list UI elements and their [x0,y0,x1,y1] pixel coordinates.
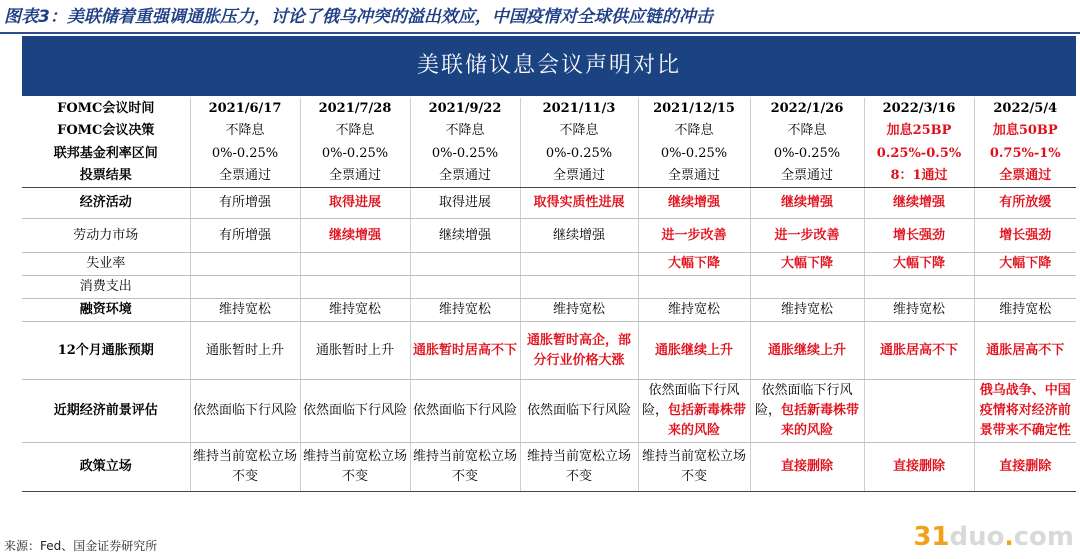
table-cell: 有所增强 [190,188,300,219]
table-cell: 维持当前宽松立场不变 [520,443,638,492]
table-cell: 通胀暂时上升 [190,322,300,380]
table-cell: 维持宽松 [864,299,974,322]
table-cell: 增长强劲 [974,219,1076,253]
table-cell [410,276,520,299]
row-label: FOMC会议时间 [22,98,190,119]
table-cell: 全票通过 [638,165,750,188]
table-cell: 全票通过 [974,165,1076,188]
table-cell: 维持当前宽松立场不变 [638,443,750,492]
table-cell: 通胀继续上升 [638,322,750,380]
table-cell: 有所增强 [190,219,300,253]
table-cell: 取得实质性进展 [520,188,638,219]
row-label: 近期经济前景评估 [22,380,190,443]
table-cell: 0.25%-0.5% [864,142,974,165]
table-row [22,253,1076,276]
table-cell: 维持当前宽松立场不变 [190,443,300,492]
table-cell: 0%-0.25% [410,142,520,165]
meeting-date-header: 2021/6/17 [190,98,300,119]
table-row [22,276,1076,299]
table-cell: 维持宽松 [300,299,410,322]
table-cell: 维持宽松 [638,299,750,322]
table-cell: 0%-0.25% [638,142,750,165]
table-cell [520,253,638,276]
table-cell: 8：1通过 [864,165,974,188]
table-cell [864,276,974,299]
watermark-logo: 31duo.com [913,522,1074,552]
table-cell: 通胀暂时高企，部分行业价格大涨 [520,322,638,380]
table-cell: 维持宽松 [750,299,864,322]
table-cell: 依然面临下行风险，包括新毒株带来的风险 [638,380,750,443]
table-cell: 0%-0.25% [750,142,864,165]
table-cell: 通胀居高不下 [974,322,1076,380]
table-cell: 继续增强 [750,188,864,219]
table-cell: 依然面临下行风险 [300,380,410,443]
row-label: 失业率 [22,253,190,276]
table-cell [864,380,974,443]
table-cell [410,253,520,276]
row-label: 劳动力市场 [22,219,190,253]
table-cell: 依然面临下行风险 [190,380,300,443]
row-label: 消费支出 [22,276,190,299]
table-cell [190,276,300,299]
table-cell: 全票通过 [750,165,864,188]
meeting-date-header: 2021/7/28 [300,98,410,119]
fomc-comparison-table [22,98,1076,492]
table-cell: 继续增强 [300,219,410,253]
table-cell [750,276,864,299]
table-cell: 不降息 [300,119,410,142]
table-cell: 0%-0.25% [300,142,410,165]
table-cell: 继续增强 [864,188,974,219]
table-cell: 直接删除 [864,443,974,492]
table-cell: 依然面临下行风险，包括新毒株带来的风险 [750,380,864,443]
table-cell: 维持宽松 [410,299,520,322]
table-cell: 进一步改善 [638,219,750,253]
table-row [22,188,1076,219]
source-note: 来源：Fed、国金证券研究所 [4,539,158,553]
meeting-date-header: 2022/3/16 [864,98,974,119]
table-cell: 加息25BP [864,119,974,142]
table-cell: 不降息 [638,119,750,142]
table-row [22,219,1076,253]
table-cell: 全票通过 [300,165,410,188]
table-cell: 不降息 [520,119,638,142]
meeting-date-header: 2021/9/22 [410,98,520,119]
table-cell [300,276,410,299]
table-cell: 不降息 [190,119,300,142]
meeting-date-header: 2022/1/26 [750,98,864,119]
table-cell: 取得进展 [300,188,410,219]
table-row [22,119,1076,142]
table-cell: 通胀暂时居高不下 [410,322,520,380]
table-cell: 0%-0.25% [520,142,638,165]
meeting-date-header: 2021/12/15 [638,98,750,119]
table-cell: 通胀继续上升 [750,322,864,380]
table-cell: 维持宽松 [974,299,1076,322]
table-cell [638,276,750,299]
table-cell: 大幅下降 [864,253,974,276]
table-cell: 全票通过 [410,165,520,188]
figure-caption: 图表3：美联储着重强调通胀压力，讨论了俄乌冲突的溢出效应，中国疫情对全球供应链的冲击 [4,7,713,27]
row-label: 投票结果 [22,165,190,188]
meeting-date-header: 2021/11/3 [520,98,638,119]
caption-divider [0,32,1080,34]
table-cell: 直接删除 [750,443,864,492]
table-cell: 通胀居高不下 [864,322,974,380]
table-cell: 通胀暂时上升 [300,322,410,380]
meeting-date-header: 2022/5/4 [993,100,1058,116]
table-cell: 继续增强 [520,219,638,253]
table-cell: 不降息 [410,119,520,142]
table-cell: 大幅下降 [974,253,1076,276]
row-label: 联邦基金利率区间 [22,142,190,165]
table-row [22,98,1076,119]
table-row [22,322,1076,380]
table-cell: 大幅下降 [750,253,864,276]
table-cell: 继续增强 [410,219,520,253]
table-cell [300,253,410,276]
table-cell: 大幅下降 [638,253,750,276]
table-row [22,380,1076,443]
table-cell: 维持宽松 [520,299,638,322]
row-label: 融资环境 [22,299,190,322]
table-cell: 加息50BP [992,122,1058,138]
table-cell: 依然面临下行风险 [410,380,520,443]
table-cell: 进一步改善 [750,219,864,253]
table-row [22,443,1076,492]
table-row [22,165,1076,188]
row-label: 经济活动 [22,188,190,219]
table-cell: 维持当前宽松立场不变 [300,443,410,492]
table-cell [520,276,638,299]
table-row [22,299,1076,322]
table-cell: 0.75%-1% [989,145,1061,161]
table-cell: 全票通过 [520,165,638,188]
table-banner-title: 美联储议息会议声明对比 [22,36,1076,96]
table-cell: 全票通过 [190,165,300,188]
row-label: FOMC会议决策 [22,119,190,142]
table-cell: 继续增强 [638,188,750,219]
table-cell [190,253,300,276]
table-row [22,142,1076,165]
table-cell: 有所放缓 [974,188,1076,219]
table-cell: 0%-0.25% [190,142,300,165]
table-cell: 不降息 [750,119,864,142]
table-cell: 依然面临下行风险 [520,380,638,443]
table-cell: 俄乌战争、中国疫情将对经济前景带来不确定性 [974,380,1076,443]
table-cell: 维持宽松 [190,299,300,322]
table-cell [974,276,1076,299]
table-cell: 直接删除 [974,443,1076,492]
row-label: 12个月通胀预期 [22,322,190,380]
row-label: 政策立场 [22,443,190,492]
table-cell: 维持当前宽松立场不变 [410,443,520,492]
table-cell: 增长强劲 [864,219,974,253]
table-cell: 取得进展 [410,188,520,219]
